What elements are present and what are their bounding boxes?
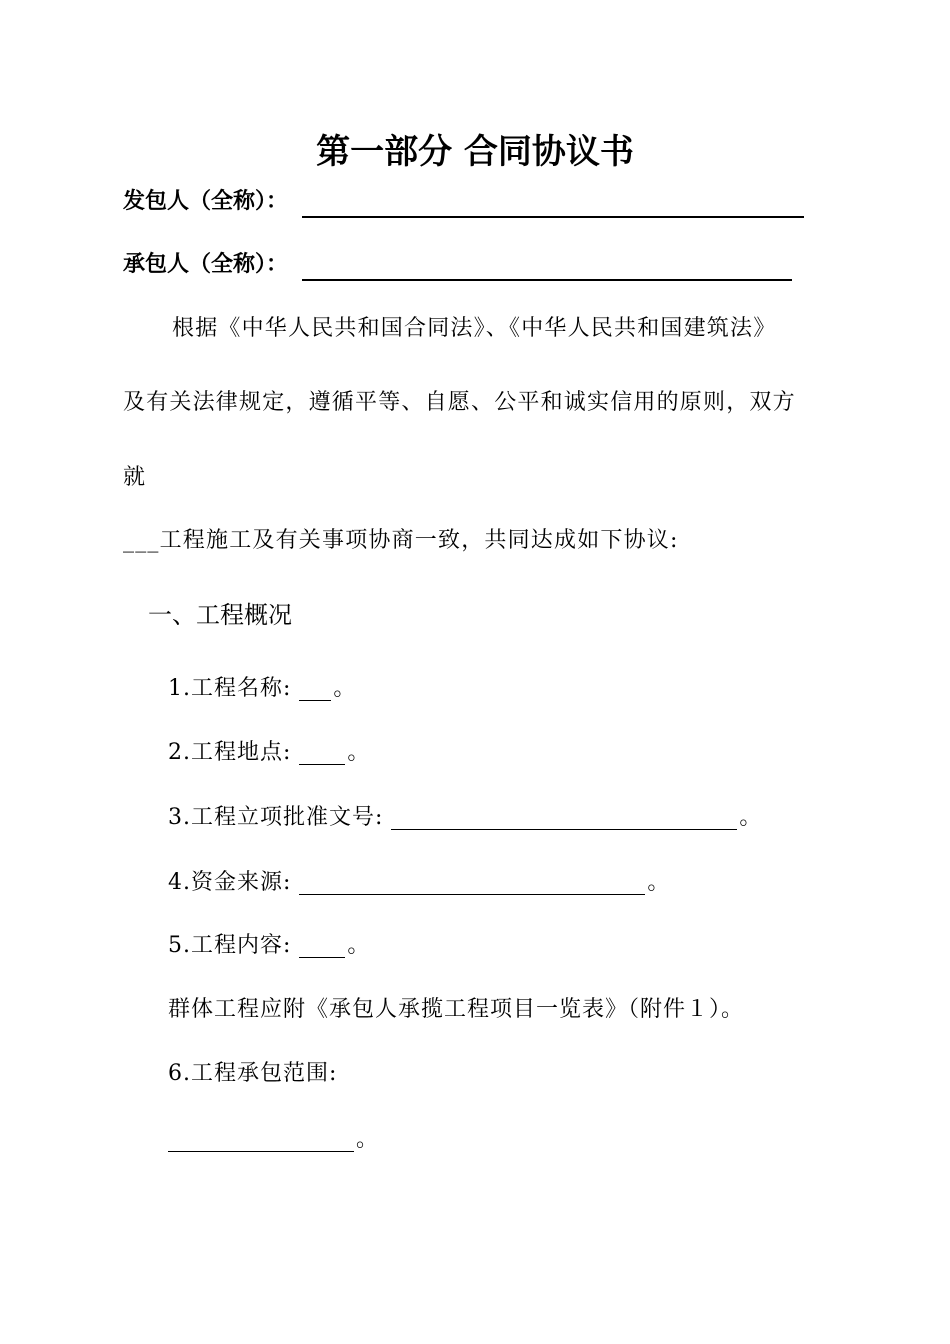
contractor-label: 承包人（全称）： xyxy=(123,252,289,277)
item-end: 。 xyxy=(333,676,357,701)
item-end: 。 xyxy=(356,1127,380,1152)
item-approval-number xyxy=(168,802,762,834)
preamble-line-4: ___工程施工及有关事项协商一致，共同达成如下协议: xyxy=(123,528,679,553)
preamble-line-1: 根据《中华人民共和国合同法》、《中华人民共和国建筑法》 xyxy=(172,316,777,341)
group-project-note: 群体工程应附《承包人承揽工程项目一览表》（附件１）。 xyxy=(168,997,745,1022)
preamble-line-3: 就 xyxy=(123,465,147,490)
item-end: 。 xyxy=(347,740,371,765)
approval-number-blank[interactable] xyxy=(391,807,737,830)
employer-line xyxy=(123,186,804,218)
item-project-content xyxy=(168,930,370,962)
item-label: 1.工程名称: xyxy=(168,676,292,701)
item-label: 3.工程立项批准文号: xyxy=(168,805,384,830)
section-heading-project-overview: 一、工程概况 xyxy=(148,601,292,629)
page-title: 第一部分 合同协议书 xyxy=(316,132,634,172)
contractor-line xyxy=(123,249,792,281)
item-label: 2.工程地点: xyxy=(168,740,292,765)
item-project-name xyxy=(168,673,356,705)
employer-name-blank[interactable] xyxy=(302,192,804,218)
item-end: 。 xyxy=(347,933,371,958)
item-project-location xyxy=(168,737,370,769)
contractor-name-blank[interactable] xyxy=(302,255,792,281)
project-content-blank[interactable] xyxy=(299,935,345,958)
funding-source-blank[interactable] xyxy=(299,872,645,895)
item-label: 5.工程内容: xyxy=(168,933,292,958)
item-end: 。 xyxy=(647,870,671,895)
preamble-line-2: 及有关法律规定，遵循平等、自愿、公平和诚实信用的原则，双方 xyxy=(123,390,796,415)
item-scope xyxy=(168,1124,379,1156)
scope-blank[interactable] xyxy=(168,1129,354,1152)
project-location-blank[interactable] xyxy=(299,742,345,765)
project-name-blank[interactable] xyxy=(299,678,331,701)
employer-label: 发包人（全称）： xyxy=(123,189,289,214)
item-scope-label: 6.工程承包范围: xyxy=(168,1061,338,1086)
item-end: 。 xyxy=(739,805,763,830)
item-label: 4.资金来源: xyxy=(168,870,292,895)
item-funding-source xyxy=(168,867,670,899)
